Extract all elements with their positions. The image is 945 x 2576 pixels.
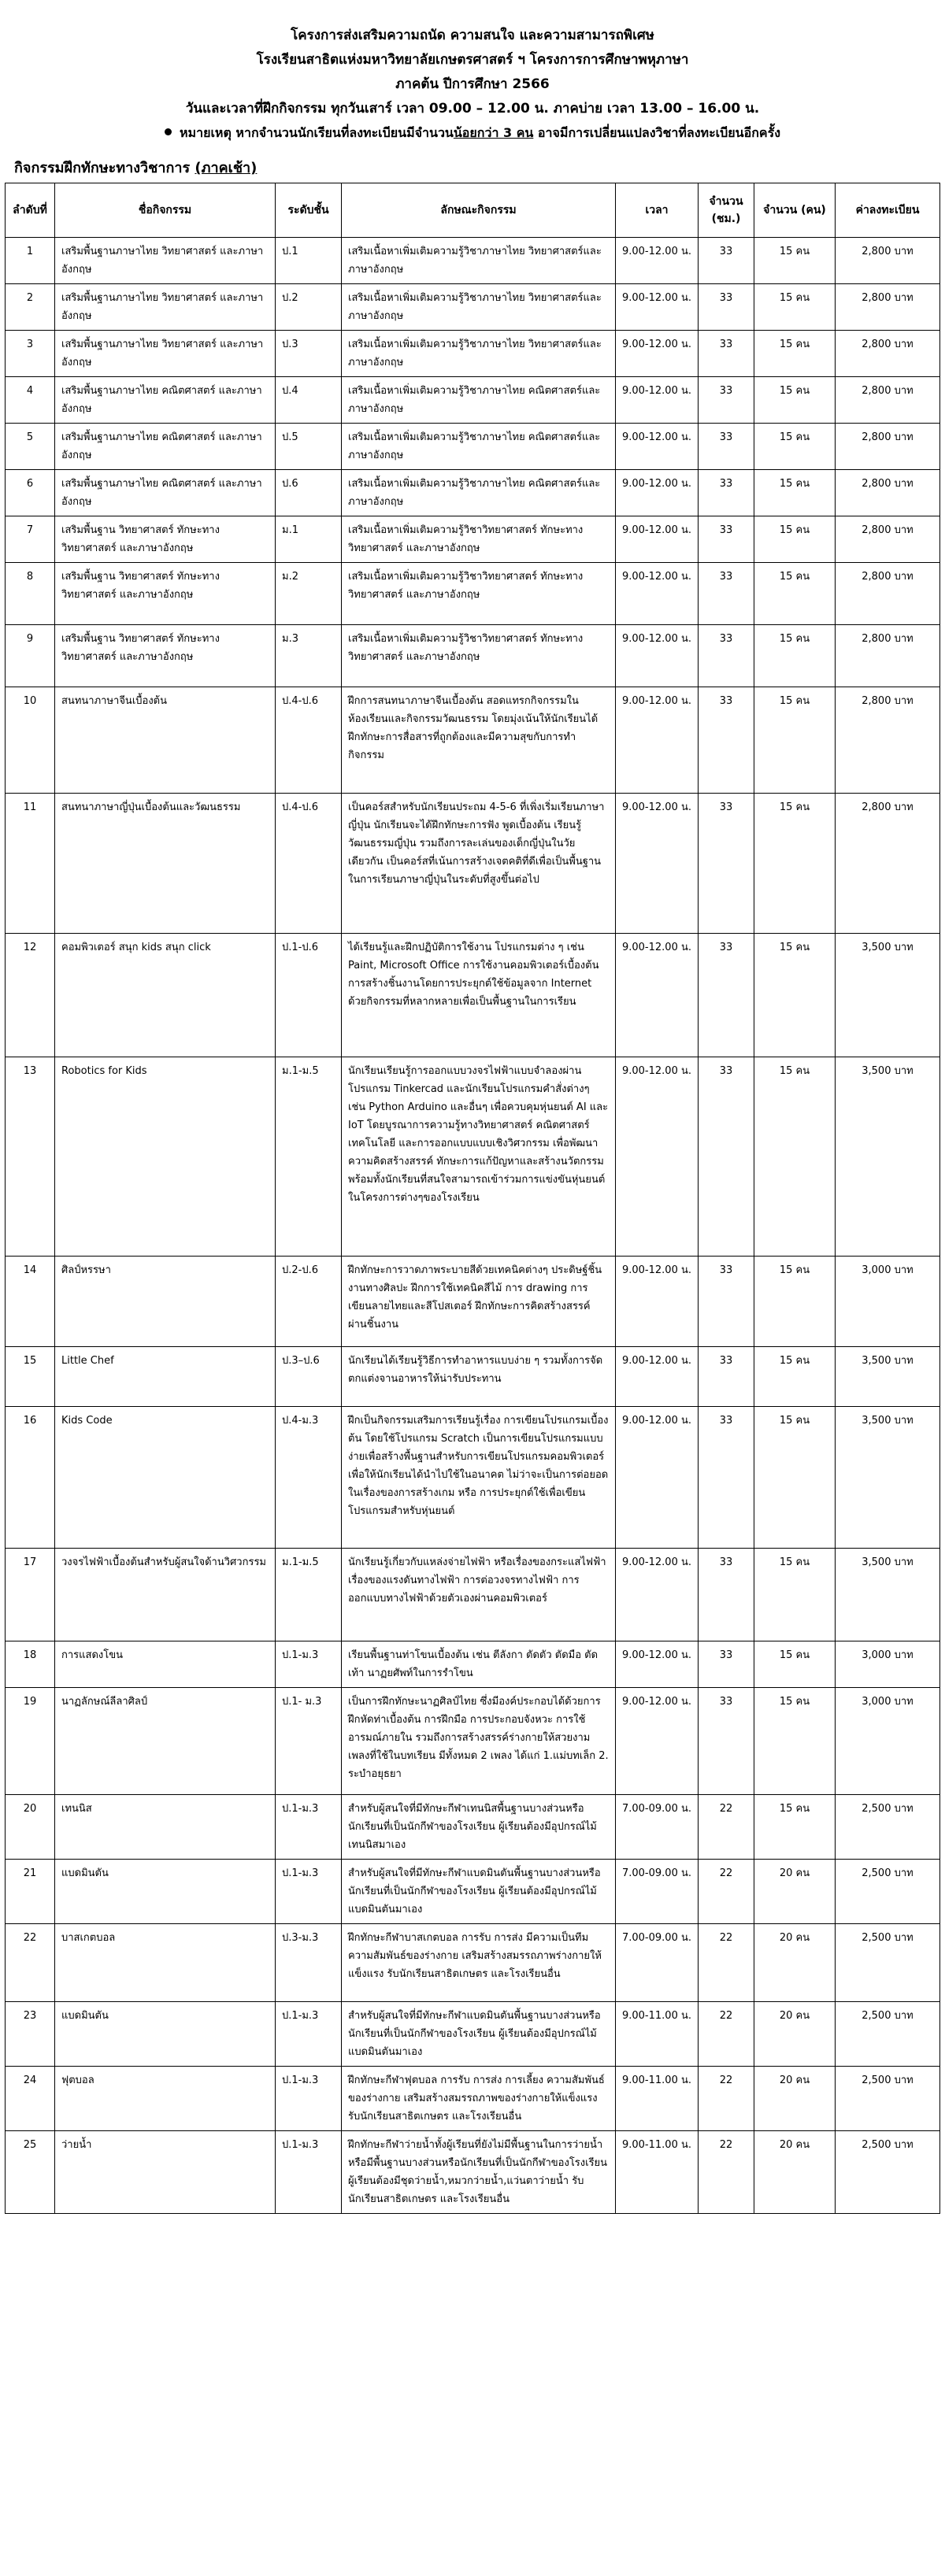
cell-seats: 15 คน: [754, 563, 836, 625]
cell-fee: 3,000 บาท: [836, 1688, 940, 1795]
cell-desc: ฝึกการสนทนาภาษาจีนเบื้องต้น สอดแทรกกิจกรรมในห้องเรียนและกิจกรรมวัฒนธรรม โดยมุ่งเน้นให้นักเรียนได้ฝึกทักษะการสื่อสารที่ถูกต้องและมีความสุขกับการทำกิจกรรม: [342, 687, 616, 794]
cell-time: 9.00-12.00 น.: [616, 934, 699, 1057]
cell-fee: 2,800 บาท: [836, 284, 940, 331]
cell-fee: 2,800 บาท: [836, 625, 940, 687]
cell-fee: 3,000 บาท: [836, 1641, 940, 1688]
table-row: [6, 1347, 940, 1407]
cell-no: 20: [6, 1795, 55, 1860]
cell-no: 11: [6, 794, 55, 934]
table-row: [6, 1924, 940, 2002]
cell-hours: 22: [699, 1860, 754, 1924]
cell-name: ว่ายน้ำ: [55, 2131, 276, 2214]
cell-desc: เสริมเนื้อหาเพิ่มเติมความรู้วิชาภาษาไทย วิทยาศาสตร์และภาษาอังกฤษ: [342, 284, 616, 331]
cell-hours: 33: [699, 377, 754, 424]
cell-hours: 22: [699, 1795, 754, 1860]
cell-hours: 33: [699, 1057, 754, 1257]
cell-fee: 2,500 บาท: [836, 2131, 940, 2214]
cell-time: 9.00-12.00 น.: [616, 1641, 699, 1688]
table-row: [6, 470, 940, 516]
cell-no: 7: [6, 516, 55, 563]
cell-no: 14: [6, 1257, 55, 1347]
cell-seats: 15 คน: [754, 934, 836, 1057]
table-row: [6, 1688, 940, 1795]
cell-hours: 22: [699, 2067, 754, 2131]
note-suffix: อาจมีการเปลี่ยนแปลงวิชาที่ลงทะเบียนอีกครั้ง: [533, 125, 781, 140]
cell-time: 9.00-12.00 น.: [616, 284, 699, 331]
cell-name: ศิลป์หรรษา: [55, 1257, 276, 1347]
cell-desc: สำหรับผู้สนใจที่มีทักษะกีฬาเทนนิสพื้นฐานบางส่วนหรือนักเรียนที่เป็นนักกีฬาของโรงเรียน ผู้เรียนต้องมีอุปกรณ์ไม้เทนนิสมาเอง: [342, 1795, 616, 1860]
header-name: ชื่อกิจกรรม: [55, 183, 276, 238]
cell-fee: 3,500 บาท: [836, 1549, 940, 1641]
cell-no: 22: [6, 1924, 55, 2002]
cell-no: 1: [6, 238, 55, 284]
cell-desc: ได้เรียนรู้และฝึกปฏิบัติการใช้งาน โปรแกรมต่าง ๆ เช่น Paint, Microsoft Office การใช้งานคอมพิวเตอร์เบื้องต้น การสร้างชิ้นงานโดยการประยุกต์ใช้ข้อมูลจาก Internet ด้วยกิจกรรมที่หลากหลายเพื่อเป็นพื้นฐานในการเรียน: [342, 934, 616, 1057]
header-desc: ลักษณะกิจกรรม: [342, 183, 616, 238]
cell-seats: 15 คน: [754, 625, 836, 687]
cell-fee: 2,800 บาท: [836, 794, 940, 934]
cell-level: ป.3-ม.3: [276, 1924, 342, 2002]
cell-seats: 20 คน: [754, 2067, 836, 2131]
table-row: [6, 1549, 940, 1641]
header-time: เวลา: [616, 183, 699, 238]
cell-seats: 15 คน: [754, 1549, 836, 1641]
cell-desc: ฝึกทักษะการวาดภาพระบายสีด้วยเทคนิคต่างๆ ประดิษฐ์ชิ้นงานทางศิลปะ ฝึกการใช้เทคนิคสีไม้ การ drawing การเขียนลายไทยและสีโปสเตอร์ ฝึกทักษะการคิดสร้างสรรค์ผ่านชิ้นงาน: [342, 1257, 616, 1347]
cell-level: ม.1-ม.5: [276, 1057, 342, 1257]
table-row: [6, 1641, 940, 1688]
table-row: [6, 284, 940, 331]
cell-hours: 33: [699, 238, 754, 284]
cell-hours: 33: [699, 1257, 754, 1347]
cell-hours: 33: [699, 625, 754, 687]
table-row: [6, 687, 940, 794]
cell-seats: 15 คน: [754, 687, 836, 794]
cell-desc: ฝึกทักษะกีฬาฟุตบอล การรับ การส่ง การเลี้ยง ความสัมพันธ์ของร่างกาย เสริมสร้างสมรรถภาพของร่างกายให้แข็งแรง รับนักเรียนสาธิตเกษตร และโรงเรียนอื่น: [342, 2067, 616, 2131]
header-project-title: โครงการส่งเสริมความถนัด ความสนใจ และความสามารถพิเศษ: [291, 28, 654, 43]
cell-seats: 15 คน: [754, 284, 836, 331]
cell-name: เสริมพื้นฐาน วิทยาศาสตร์ ทักษะทางวิทยาศาสตร์ และภาษาอังกฤษ: [55, 516, 276, 563]
table-header-row: [6, 183, 940, 238]
cell-name: สนทนาภาษาญี่ปุ่นเบื้องต้นและวัฒนธรรม: [55, 794, 276, 934]
cell-hours: 33: [699, 794, 754, 934]
section-title-underlined: (ภาคเช้า): [195, 160, 258, 176]
cell-name: Little Chef: [55, 1347, 276, 1407]
cell-no: 19: [6, 1688, 55, 1795]
cell-fee: 2,500 บาท: [836, 2002, 940, 2067]
cell-time: 9.00-12.00 น.: [616, 238, 699, 284]
cell-seats: 20 คน: [754, 1924, 836, 2002]
cell-level: ป.2: [276, 284, 342, 331]
cell-hours: 33: [699, 331, 754, 377]
table-row: [6, 625, 940, 687]
cell-name: แบดมินตัน: [55, 2002, 276, 2067]
cell-time: 9.00-12.00 น.: [616, 1347, 699, 1407]
cell-time: 9.00-12.00 น.: [616, 625, 699, 687]
table-row: [6, 2002, 940, 2067]
cell-level: ป.1-ม.3: [276, 1795, 342, 1860]
cell-desc: นักเรียนได้เรียนรู้วิธีการทำอาหารแบบง่าย ๆ รวมทั้งการจัดตกแต่งจานอาหารให้น่ารับประทาน: [342, 1347, 616, 1407]
cell-fee: 2,500 บาท: [836, 1924, 940, 2002]
cell-seats: 15 คน: [754, 238, 836, 284]
cell-seats: 15 คน: [754, 1257, 836, 1347]
cell-name: เสริมพื้นฐานภาษาไทย คณิตศาสตร์ และภาษาอังกฤษ: [55, 424, 276, 470]
cell-level: ป.1-ม.3: [276, 1641, 342, 1688]
table-row: [6, 331, 940, 377]
cell-fee: 3,500 บาท: [836, 1407, 940, 1549]
cell-seats: 15 คน: [754, 424, 836, 470]
registration-note: [0, 121, 945, 145]
cell-seats: 15 คน: [754, 470, 836, 516]
cell-fee: 2,800 บาท: [836, 687, 940, 794]
cell-desc: เสริมเนื้อหาเพิ่มเติมความรู้วิชาภาษาไทย คณิตศาสตร์และภาษาอังกฤษ: [342, 470, 616, 516]
cell-seats: 15 คน: [754, 377, 836, 424]
table-row: [6, 1057, 940, 1257]
cell-fee: 3,500 บาท: [836, 1347, 940, 1407]
cell-time: 9.00-12.00 น.: [616, 687, 699, 794]
cell-name: เสริมพื้นฐานภาษาไทย คณิตศาสตร์ และภาษาอังกฤษ: [55, 470, 276, 516]
table-row: [6, 1860, 940, 1924]
cell-fee: 2,800 บาท: [836, 470, 940, 516]
cell-desc: นักเรียนรู้เกี่ยวกับแหล่งจ่ายไฟฟ้า หรือเรื่องของกระแสไฟฟ้า เรื่องของแรงดันทางไฟฟ้า การต่อวงจรทางไฟฟ้า การออกแบบทางไฟฟ้าด้วยตัวเองผ่านคอมพิวเตอร์: [342, 1549, 616, 1641]
cell-level: ป.6: [276, 470, 342, 516]
cell-hours: 33: [699, 1347, 754, 1407]
cell-level: ป.1-ม.3: [276, 1860, 342, 1924]
cell-seats: 15 คน: [754, 794, 836, 934]
cell-time: 9.00-12.00 น.: [616, 424, 699, 470]
cell-seats: 15 คน: [754, 1057, 836, 1257]
cell-no: 3: [6, 331, 55, 377]
cell-level: ป.1: [276, 238, 342, 284]
activities-table: [5, 183, 940, 2214]
table-row: [6, 1407, 940, 1549]
cell-level: ป.1-ม.3: [276, 2131, 342, 2214]
cell-seats: 15 คน: [754, 1641, 836, 1688]
cell-fee: 2,800 บาท: [836, 424, 940, 470]
cell-no: 12: [6, 934, 55, 1057]
cell-time: 9.00-11.00 น.: [616, 2131, 699, 2214]
cell-no: 13: [6, 1057, 55, 1257]
cell-name: ฟุตบอล: [55, 2067, 276, 2131]
section-title-text: กิจกรรมฝึกทักษะทางวิชาการ: [14, 160, 195, 176]
cell-fee: 2,800 บาท: [836, 377, 940, 424]
cell-time: 9.00-12.00 น.: [616, 1057, 699, 1257]
header-hours: จำนวน (ชม.): [699, 183, 754, 238]
table-row: [6, 2131, 940, 2214]
cell-desc: เสริมเนื้อหาเพิ่มเติมความรู้วิชาภาษาไทย คณิตศาสตร์และภาษาอังกฤษ: [342, 377, 616, 424]
cell-hours: 33: [699, 470, 754, 516]
table-row: [6, 2067, 940, 2131]
cell-desc: เป็นการฝึกทักษะนาฏศิลป์ไทย ซึ่งมีองค์ประกอบได้ด้วยการฝึกหัดท่าเบื้องต้น การฝึกมือ การประกอบจังหวะ การใช้อารมณ์ภายใน รวมถึงการสร้างสรรค์ร่างกายให้สวยงาม เพลงที่ใช้ในบทเรียน มีทั้งหมด 2 เพลง ได้แก่ 1.แม่บทเล็ก 2. ระบำอยุธยา: [342, 1688, 616, 1795]
note-prefix: หมายเหตุ หากจำนวนนักเรียนที่ลงทะเบียนมีจำนวน: [179, 125, 454, 140]
table-row: [6, 794, 940, 934]
cell-no: 8: [6, 563, 55, 625]
cell-fee: 2,800 บาท: [836, 563, 940, 625]
cell-time: 9.00-12.00 น.: [616, 516, 699, 563]
cell-hours: 22: [699, 2002, 754, 2067]
cell-no: 17: [6, 1549, 55, 1641]
header-school-name: โรงเรียนสาธิตแห่งมหาวิทยาลัยเกษตรศาสตร์ ฯ โครงการการศึกษาพหุภาษา: [256, 52, 689, 68]
cell-time: 9.00-11.00 น.: [616, 2067, 699, 2131]
cell-name: วงจรไฟฟ้าเบื้องต้นสำหรับผู้สนใจด้านวิศวกรรม: [55, 1549, 276, 1641]
header-level: ระดับชั้น: [276, 183, 342, 238]
bullet-icon: [165, 128, 172, 135]
cell-hours: 33: [699, 687, 754, 794]
cell-name: เสริมพื้นฐาน วิทยาศาสตร์ ทักษะทางวิทยาศาสตร์ และภาษาอังกฤษ: [55, 563, 276, 625]
cell-desc: เสริมเนื้อหาเพิ่มเติมความรู้วิชาวิทยาศาสตร์ ทักษะทางวิทยาศาสตร์ และภาษาอังกฤษ: [342, 563, 616, 625]
cell-level: ป.3: [276, 331, 342, 377]
cell-name: เสริมพื้นฐานภาษาไทย วิทยาศาสตร์ และภาษาอังกฤษ: [55, 331, 276, 377]
cell-desc: นักเรียนเรียนรู้การออกแบบวงจรไฟฟ้าแบบจำลองผ่านโปรแกรม Tinkercad และนักเรียนโปรแกรมคำสั่งต่างๆ เช่น Python Arduino และอื่นๆ เพื่อควบคุมหุ่นยนต์ AI และ IoT โดยบูรณาการความรู้ทางวิทยาศาสตร์ คณิตศาสตร์ เทคโนโลยี และการออกแบบแบบเชิงวิศวกรรม เพื่อพัฒนาความคิดสร้างสรรค์ ทักษะการแก้ปัญหาและสร้างนวัตกรรม พร้อมทั้งนักเรียนที่สนใจสามารถเข้าร่วมการแข่งขันหุ่นยนต์ในโครงการต่างๆของโรงเรียน: [342, 1057, 616, 1257]
cell-fee: 3,500 บาท: [836, 934, 940, 1057]
cell-level: ป.2-ป.6: [276, 1257, 342, 1347]
cell-desc: สำหรับผู้สนใจที่มีทักษะกีฬาแบดมินตันพื้นฐานบางส่วนหรือนักเรียนที่เป็นนักกีฬาของโรงเรียน ผู้เรียนต้องมีอุปกรณ์ไม้แบดมินตันมาเอง: [342, 2002, 616, 2067]
cell-hours: 33: [699, 1407, 754, 1549]
cell-level: ม.1: [276, 516, 342, 563]
cell-time: 9.00-11.00 น.: [616, 2002, 699, 2067]
cell-name: เสริมพื้นฐานภาษาไทย วิทยาศาสตร์ และภาษาอังกฤษ: [55, 238, 276, 284]
cell-time: 9.00-12.00 น.: [616, 1257, 699, 1347]
cell-seats: 15 คน: [754, 516, 836, 563]
cell-name: นาฏลักษณ์ลีลาศิลป์: [55, 1688, 276, 1795]
table-body: [6, 238, 940, 2214]
cell-no: 2: [6, 284, 55, 331]
cell-level: ป.1-ป.6: [276, 934, 342, 1057]
cell-level: ม.1-ม.5: [276, 1549, 342, 1641]
cell-desc: เสริมเนื้อหาเพิ่มเติมความรู้วิชาภาษาไทย คณิตศาสตร์และภาษาอังกฤษ: [342, 424, 616, 470]
cell-seats: 15 คน: [754, 1688, 836, 1795]
cell-hours: 33: [699, 1549, 754, 1641]
cell-no: 18: [6, 1641, 55, 1688]
cell-hours: 33: [699, 424, 754, 470]
cell-no: 9: [6, 625, 55, 687]
cell-fee: 2,800 บาท: [836, 516, 940, 563]
cell-desc: ฝึกเป็นกิจกรรมเสริมการเรียนรู้เรื่อง การเขียนโปรแกรมเบื้องต้น โดยใช้โปรแกรม Scratch เป็นการเขียนโปรแกรมแบบง่ายเพื่อสร้างพื้นฐานสำหรับการเขียนโปรแกรมคอมพิวเตอร์ เพื่อให้นักเรียนได้นำไปใช้ในอนาคต ไม่ว่าจะเป็นการต่อยอดในเรื่องของการสร้างเกม หรือ การประยุกต์ใช้เพื่อเขียนโปรแกรมสำหรับหุ่นยนต์: [342, 1407, 616, 1549]
cell-no: 10: [6, 687, 55, 794]
cell-desc: ฝึกทักษะกีฬาว่ายน้ำทั้งผู้เรียนที่ยังไม่มีพื้นฐานในการว่ายน้ำ หรือมีพื้นฐานบางส่วนหรือนักเรียนที่เป็นนักกีฬาของโรงเรียน ผู้เรียนต้องมีชุดว่ายน้ำ,หมวกว่ายน้ำ,แว่นตาว่ายน้ำ รับนักเรียนสาธิตเกษตร และโรงเรียนอื่น: [342, 2131, 616, 2214]
cell-name: เสริมพื้นฐานภาษาไทย คณิตศาสตร์ และภาษาอังกฤษ: [55, 377, 276, 424]
cell-hours: 33: [699, 1688, 754, 1795]
cell-time: 9.00-12.00 น.: [616, 1549, 699, 1641]
cell-desc: เสริมเนื้อหาเพิ่มเติมความรู้วิชาวิทยาศาสตร์ ทักษะทางวิทยาศาสตร์ และภาษาอังกฤษ: [342, 625, 616, 687]
cell-time: 9.00-12.00 น.: [616, 1407, 699, 1549]
cell-time: 9.00-12.00 น.: [616, 1688, 699, 1795]
cell-level: ป.1-ม.3: [276, 2002, 342, 2067]
header-no: ลำดับที่: [6, 183, 55, 238]
header-seats: จำนวน (คน): [754, 183, 836, 238]
cell-time: 9.00-12.00 น.: [616, 794, 699, 934]
cell-seats: 15 คน: [754, 331, 836, 377]
cell-level: ป.3–ป.6: [276, 1347, 342, 1407]
cell-hours: 33: [699, 1641, 754, 1688]
cell-hours: 22: [699, 2131, 754, 2214]
cell-time: 7.00-09.00 น.: [616, 1924, 699, 2002]
cell-desc: ฝึกทักษะกีฬาบาสเกตบอล การรับ การส่ง มีความเป็นทีม ความสัมพันธ์ของร่างกาย เสริมสร้างสมรรถภาพร่างกายให้แข็งแรง รับนักเรียนสาธิตเกษตร และโรงเรียนอื่น: [342, 1924, 616, 2002]
header-semester: ภาคต้น ปีการศึกษา 2566: [395, 76, 550, 92]
cell-no: 23: [6, 2002, 55, 2067]
cell-name: สนทนาภาษาจีนเบื้องต้น: [55, 687, 276, 794]
cell-name: เสริมพื้นฐานภาษาไทย วิทยาศาสตร์ และภาษาอังกฤษ: [55, 284, 276, 331]
cell-fee: 2,500 บาท: [836, 1860, 940, 1924]
cell-time: 9.00-12.00 น.: [616, 470, 699, 516]
cell-level: ป.5: [276, 424, 342, 470]
cell-hours: 33: [699, 563, 754, 625]
cell-seats: 20 คน: [754, 1860, 836, 1924]
cell-seats: 20 คน: [754, 2131, 836, 2214]
cell-no: 16: [6, 1407, 55, 1549]
table-row: [6, 563, 940, 625]
cell-time: 9.00-12.00 น.: [616, 377, 699, 424]
cell-level: ป.1- ม.3: [276, 1688, 342, 1795]
cell-level: ป.4-ม.3: [276, 1407, 342, 1549]
cell-time: 9.00-12.00 น.: [616, 331, 699, 377]
cell-fee: 3,000 บาท: [836, 1257, 940, 1347]
cell-hours: 33: [699, 284, 754, 331]
cell-name: เทนนิส: [55, 1795, 276, 1860]
cell-name: แบดมินตัน: [55, 1860, 276, 1924]
table-row: [6, 1795, 940, 1860]
cell-seats: 15 คน: [754, 1407, 836, 1549]
cell-desc: เสริมเนื้อหาเพิ่มเติมความรู้วิชาภาษาไทย วิทยาศาสตร์และภาษาอังกฤษ: [342, 238, 616, 284]
cell-desc: เสริมเนื้อหาเพิ่มเติมความรู้วิชาวิทยาศาสตร์ ทักษะทางวิทยาศาสตร์ และภาษาอังกฤษ: [342, 516, 616, 563]
cell-level: ป.1-ม.3: [276, 2067, 342, 2131]
cell-desc: เสริมเนื้อหาเพิ่มเติมความรู้วิชาภาษาไทย วิทยาศาสตร์และภาษาอังกฤษ: [342, 331, 616, 377]
cell-fee: 2,800 บาท: [836, 331, 940, 377]
cell-no: 6: [6, 470, 55, 516]
section-title: [14, 156, 945, 179]
cell-fee: 3,500 บาท: [836, 1057, 940, 1257]
document-header: [0, 0, 945, 145]
cell-name: บาสเกตบอล: [55, 1924, 276, 2002]
cell-time: 7.00-09.00 น.: [616, 1795, 699, 1860]
cell-name: Robotics for Kids: [55, 1057, 276, 1257]
table-row: [6, 1257, 940, 1347]
cell-level: ป.4-ป.6: [276, 794, 342, 934]
table-row: [6, 934, 940, 1057]
header-fee: ค่าลงทะเบียน: [836, 183, 940, 238]
cell-no: 24: [6, 2067, 55, 2131]
cell-time: 9.00-12.00 น.: [616, 563, 699, 625]
cell-seats: 20 คน: [754, 2002, 836, 2067]
cell-fee: 2,500 บาท: [836, 1795, 940, 1860]
cell-fee: 2,500 บาท: [836, 2067, 940, 2131]
cell-fee: 2,800 บาท: [836, 238, 940, 284]
table-row: [6, 424, 940, 470]
header-schedule: วันและเวลาที่ฝึกกิจกรรม ทุกวันเสาร์ เวลา 09.00 – 12.00 น. ภาคบ่าย เวลา 13.00 – 16.00 น.: [185, 101, 760, 117]
cell-desc: เรียนพื้นฐานท่าโขนเบื้องต้น เช่น ตีลังกา ตัดตัว ตัดมือ ตัดเท้า นาฏยศัพท์ในการรำโขน: [342, 1641, 616, 1688]
cell-level: ม.2: [276, 563, 342, 625]
cell-seats: 15 คน: [754, 1347, 836, 1407]
cell-desc: สำหรับผู้สนใจที่มีทักษะกีฬาแบดมินตันพื้นฐานบางส่วนหรือนักเรียนที่เป็นนักกีฬาของโรงเรียน ผู้เรียนต้องมีอุปกรณ์ไม้แบดมินตันมาเอง: [342, 1860, 616, 1924]
cell-level: ป.4: [276, 377, 342, 424]
cell-level: ม.3: [276, 625, 342, 687]
cell-name: การแสดงโขน: [55, 1641, 276, 1688]
cell-no: 4: [6, 377, 55, 424]
cell-no: 25: [6, 2131, 55, 2214]
cell-name: เสริมพื้นฐาน วิทยาศาสตร์ ทักษะทางวิทยาศาสตร์ และภาษาอังกฤษ: [55, 625, 276, 687]
cell-seats: 15 คน: [754, 1795, 836, 1860]
cell-level: ป.4-ป.6: [276, 687, 342, 794]
table-row: [6, 516, 940, 563]
cell-desc: เป็นคอร์สสำหรับนักเรียนประถม 4-5-6 ที่เพิ่งเริ่มเรียนภาษาญี่ปุ่น นักเรียนจะได้ฝึกทักษะการฟัง พูดเบื้องต้น เรียนรู้วัฒนธรรมญี่ปุ่น รวมถึงการละเล่นของเด็กญี่ปุ่นในวัยเดียวกัน เป็นคอร์สที่เน้นการสร้างเจตคติที่ดีเพื่อเป็นพื้นฐานในการเรียนภาษาญี่ปุ่นในระดับที่สูงขึ้นต่อไป: [342, 794, 616, 934]
cell-name: คอมพิวเตอร์ สนุก kids สนุก click: [55, 934, 276, 1057]
cell-hours: 33: [699, 934, 754, 1057]
cell-hours: 33: [699, 516, 754, 563]
table-row: [6, 238, 940, 284]
table-row: [6, 377, 940, 424]
cell-no: 21: [6, 1860, 55, 1924]
cell-no: 5: [6, 424, 55, 470]
cell-no: 15: [6, 1347, 55, 1407]
cell-time: 7.00-09.00 น.: [616, 1860, 699, 1924]
note-underlined: น้อยกว่า 3 คน: [453, 125, 534, 140]
cell-name: Kids Code: [55, 1407, 276, 1549]
cell-hours: 22: [699, 1924, 754, 2002]
